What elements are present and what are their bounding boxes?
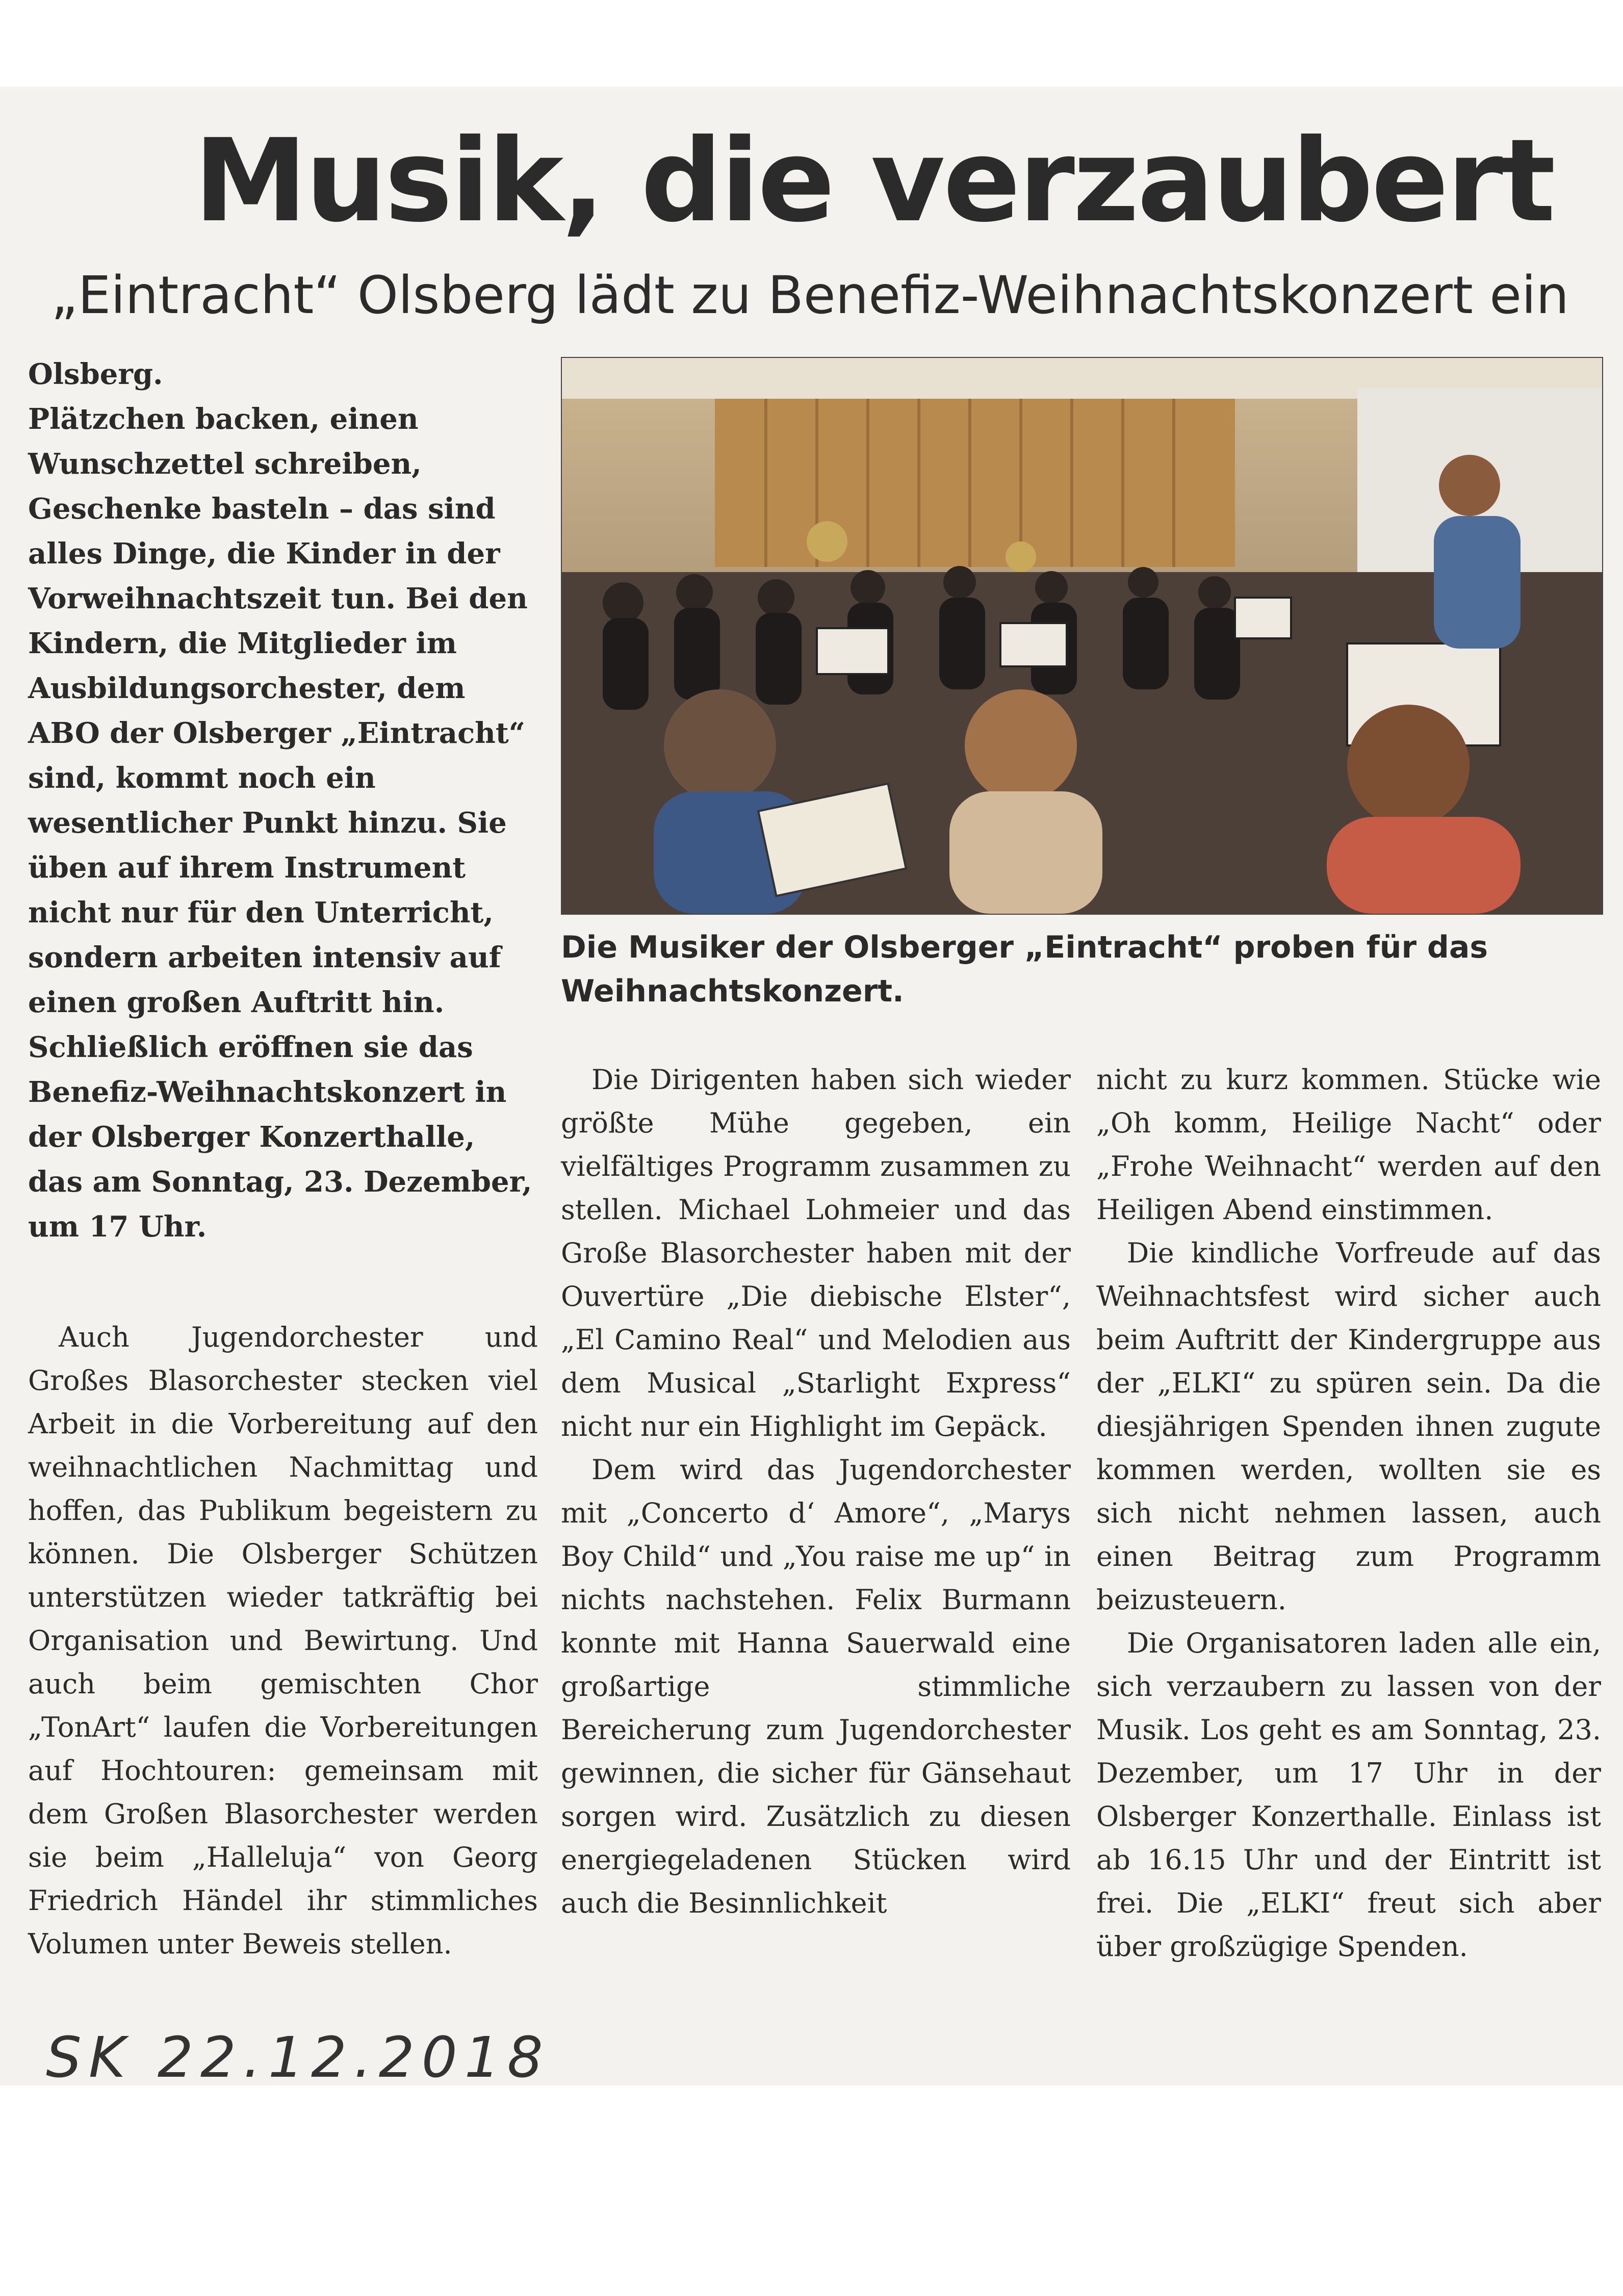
dateline: Olsberg.	[28, 357, 163, 391]
orchestra-photo	[561, 357, 1603, 915]
headline: Musik, die verzaubert	[194, 114, 1554, 247]
lead-paragraph	[28, 352, 538, 1249]
paragraph: Dem wird das Jugendorchester mit „Concerto d‘ Amore“, „Marys Boy Child“ und „You raise me up“ in nichts nachstehen. Felix Burmann konnte mit Hanna Sauerwald eine großartige stimmliche Bereicherung zum Jugendorchester gewinnen, die sicher für Gänsehaut sorgen wird. Zusätzlich zu diesen energiegeladenen Stücken wird auch die Besinnlichkeit	[561, 1454, 1071, 1919]
article-column-3	[1096, 1058, 1601, 1968]
subheadline: „Eintracht“ Olsberg lädt zu Benefiz-Weihnachtskonzert ein	[51, 265, 1569, 326]
paragraph: Die Organisatoren laden alle ein, sich verzaubern zu lassen von der Musik. Los geht es am Sonntag, 23. Dezember, um 17 Uhr in der Olsberger Konzerthalle. Einlass ist ab 16.15 Uhr und der Eintritt ist frei. Die „ELKI“ freut sich aber über großzügige Spenden.	[1096, 1627, 1601, 1963]
paragraph: Auch Jugendorchester und Großes Blasorchester stecken viel Arbeit in die Vorbereitung auf den weihnachtlichen Nachmittag und hoffen, das Publikum begeistern zu können. Die Olsberger Schützen unterstützen wieder tatkräftig bei Organisation und Bewirtung. Und auch beim gemischten Chor „TonArt“ laufen die Vorbereitungen auf Hochtouren: gemeinsam mit dem Großen Blasorchester werden sie beim „Halleluja“ von Georg Friedrich Händel ihr stimmliches Volumen unter Beweis stellen.	[28, 1321, 538, 1960]
paragraph: Die kindliche Vorfreude auf das Weihnachtsfest wird sicher auch beim Auftritt der Kindergruppe aus der „ELKI“ zu spüren sein. Da die diesjährigen Spenden ihnen zugute kommen werden, wollten sie es sich nicht nehmen lassen, auch einen Beitrag zum Programm beizusteuern.	[1096, 1237, 1601, 1616]
article-column-2	[561, 1058, 1071, 1925]
photo-caption: Die Musiker der Olsberger „Eintracht“ proben für das Weihnachtskonzert.	[561, 930, 1488, 1009]
faded-footer-strip	[663, 2040, 1611, 2075]
lead-text: Plätzchen backen, einen Wunschzettel schreiben, Geschenke basteln – das sind alles Dinge, die Kinder in der Vorweihnachtszeit tun. Bei den Kindern, die Mitglieder im Ausbildungsorchester, dem ABO der Olsberger „Eintracht“ sind, kommt noch ein wesentlicher Punkt hinzu. Sie üben auf ihrem Instrument nicht nur für den Unterricht, sondern arbeiten intensiv auf einen großen Auftritt hin. Schließlich eröffnen sie das Benefiz-Weihnachtskonzert in der Olsberger Konzerthalle, das am Sonntag, 23. Dezember, um 17 Uhr.	[28, 402, 532, 1244]
orchestra-photo-image	[562, 358, 1602, 914]
paragraph: Die Dirigenten haben sich wieder größte Mühe gegeben, ein vielfältiges Programm zusammen zu stellen. Michael Lohmeier und das Große Blasorchester haben mit der Ouvertüre „Die diebische Elster“, „El Camino Real“ und Melodien aus dem Musical „Starlight Express“ nicht nur ein Highlight im Gepäck.	[561, 1064, 1071, 1442]
handwritten-date-note: SK 22.12.2018	[46, 2025, 550, 2090]
bleed-through-text-right	[1122, 0, 1581, 133]
paragraph: nicht zu kurz kommen. Stücke wie „Oh komm, Heilige Nacht“ oder „Frohe Weihnacht“ werden auf den Heiligen Abend einstimmen.	[1096, 1064, 1601, 1226]
article-column-1	[28, 1315, 538, 1966]
bleed-through-text-left	[31, 0, 490, 133]
